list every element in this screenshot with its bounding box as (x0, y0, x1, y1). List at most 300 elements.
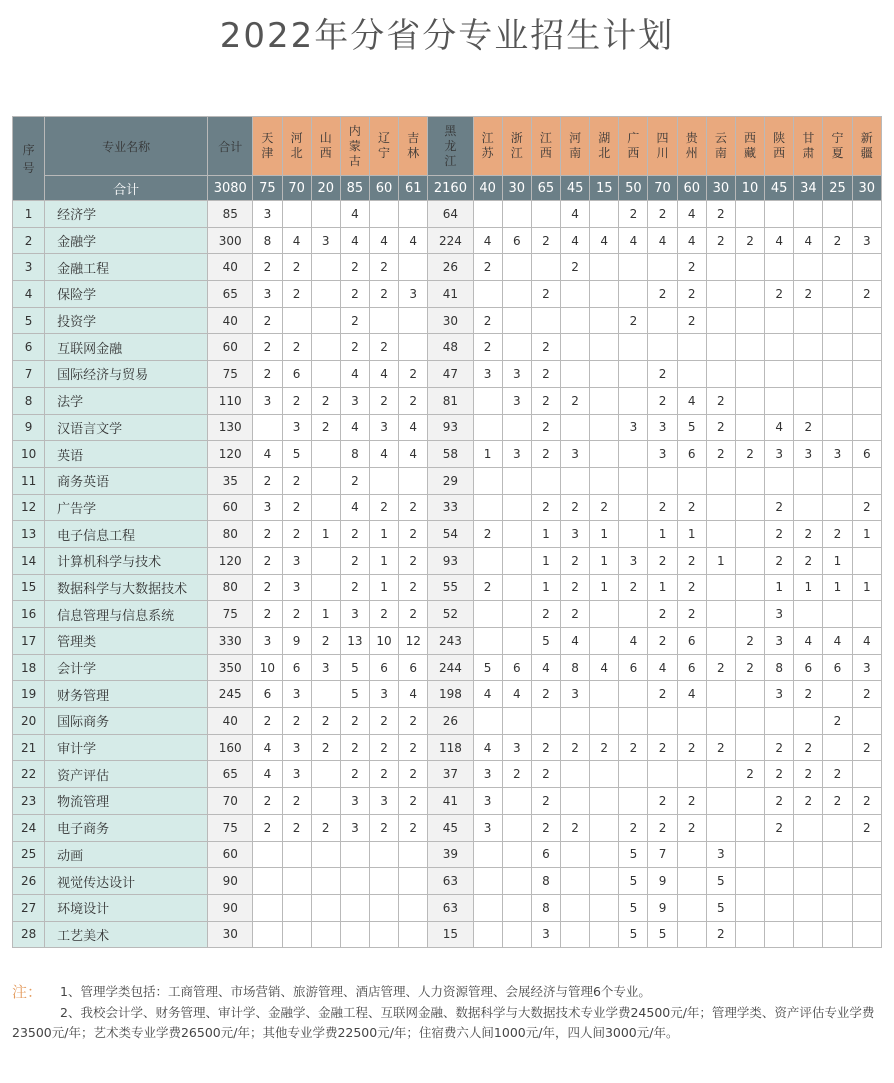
quota-cell (794, 307, 823, 334)
quota-cell (735, 467, 764, 494)
quota-cell (852, 761, 881, 788)
quota-cell (677, 921, 706, 948)
quota-cell (473, 601, 502, 628)
quota-cell: 2 (399, 547, 428, 574)
quota-cell: 2 (531, 734, 560, 761)
quota-cell: 5 (340, 681, 369, 708)
quota-cell: 2 (648, 387, 677, 414)
quota-cell: 2 (282, 467, 311, 494)
quota-cell (823, 361, 852, 388)
quota-cell: 2 (794, 547, 823, 574)
quota-cell: 2 (648, 681, 677, 708)
quota-cell (502, 547, 531, 574)
row-index: 10 (13, 441, 45, 468)
province-header: 贵 州 (677, 117, 706, 176)
quota-cell (619, 387, 648, 414)
quota-cell: 3 (648, 414, 677, 441)
quota-cell: 2 (677, 574, 706, 601)
quota-cell (311, 921, 340, 948)
quota-cell (399, 921, 428, 948)
quota-cell (852, 467, 881, 494)
quota-cell (823, 841, 852, 868)
table-row (13, 628, 882, 655)
quota-cell (311, 334, 340, 361)
quota-cell: 4 (473, 681, 502, 708)
quota-cell (735, 841, 764, 868)
quota-cell: 2 (648, 788, 677, 815)
quota-cell (706, 281, 735, 308)
row-index: 18 (13, 654, 45, 681)
quota-cell: 2 (311, 814, 340, 841)
quota-cell: 2 (619, 574, 648, 601)
quota-cell (677, 761, 706, 788)
quota-cell (590, 414, 619, 441)
note-2: 2、我校会计学、财务管理、审计学、金融学、金融工程、互联网金融、数据科学与大数据技术专业学费24500元/年；管理学类、资产评估专业学费23500元/年；艺术类专业学费26500元/年；其他专业学费22500元/年；住宿费六人间1000元/年，四人间3000元/年。 (12, 1005, 875, 1040)
quota-cell: 54 (428, 521, 473, 548)
quota-cell: 2 (561, 601, 590, 628)
quota-cell: 2 (735, 761, 764, 788)
row-total: 60 (208, 841, 253, 868)
quota-cell: 2 (619, 814, 648, 841)
quota-cell: 2 (619, 201, 648, 228)
quota-cell: 2 (561, 574, 590, 601)
quota-cell: 2 (735, 441, 764, 468)
quota-cell (852, 201, 881, 228)
table-row (13, 467, 882, 494)
quota-cell (561, 708, 590, 735)
quota-cell: 1 (369, 521, 398, 548)
quota-cell (561, 414, 590, 441)
quota-cell (561, 281, 590, 308)
quota-cell: 10 (253, 654, 282, 681)
quota-cell (706, 361, 735, 388)
quota-cell: 2 (531, 227, 560, 254)
table-row (13, 441, 882, 468)
quota-cell (619, 334, 648, 361)
quota-cell: 2 (561, 494, 590, 521)
quota-cell (648, 761, 677, 788)
quota-cell: 45 (428, 814, 473, 841)
quota-cell (765, 868, 794, 895)
major-name: 商务英语 (45, 467, 208, 494)
quota-cell: 5 (619, 921, 648, 948)
quota-cell: 2 (823, 521, 852, 548)
quota-cell (590, 894, 619, 921)
quota-cell: 3 (765, 601, 794, 628)
province-header: 湖 北 (590, 117, 619, 176)
quota-cell: 2 (282, 788, 311, 815)
quota-cell: 2 (765, 814, 794, 841)
row-index: 24 (13, 814, 45, 841)
row-index: 6 (13, 334, 45, 361)
quota-cell: 12 (399, 628, 428, 655)
quota-cell (706, 601, 735, 628)
quota-cell (706, 761, 735, 788)
quota-cell (677, 467, 706, 494)
province-sum: 10 (735, 176, 764, 201)
quota-cell (473, 414, 502, 441)
quota-cell (852, 387, 881, 414)
quota-cell (253, 921, 282, 948)
quota-cell (590, 441, 619, 468)
quota-cell: 2 (531, 414, 560, 441)
quota-cell: 2 (253, 708, 282, 735)
quota-cell (677, 361, 706, 388)
quota-cell: 3 (502, 734, 531, 761)
quota-cell: 4 (282, 227, 311, 254)
quota-cell (823, 601, 852, 628)
quota-cell: 2 (648, 814, 677, 841)
quota-cell: 1 (369, 574, 398, 601)
quota-cell: 2 (473, 254, 502, 281)
major-name: 投资学 (45, 307, 208, 334)
quota-cell: 2 (648, 601, 677, 628)
quota-cell (735, 601, 764, 628)
quota-cell: 2 (502, 761, 531, 788)
province-header: 内 蒙 古 (340, 117, 369, 176)
quota-cell (619, 467, 648, 494)
quota-cell (590, 761, 619, 788)
quota-cell (765, 361, 794, 388)
quota-cell: 2 (648, 628, 677, 655)
quota-cell (735, 814, 764, 841)
quota-cell: 4 (677, 201, 706, 228)
quota-cell: 3 (311, 654, 340, 681)
quota-cell: 2 (531, 601, 560, 628)
major-name: 审计学 (45, 734, 208, 761)
row-index: 3 (13, 254, 45, 281)
quota-cell: 3 (706, 841, 735, 868)
quota-cell (399, 307, 428, 334)
quota-cell: 6 (823, 654, 852, 681)
quota-cell (794, 387, 823, 414)
page-title: 2022年分省分专业招生计划 (219, 16, 675, 56)
quota-cell (735, 254, 764, 281)
quota-cell: 3 (794, 441, 823, 468)
province-header: 甘 肃 (794, 117, 823, 176)
quota-cell: 29 (428, 467, 473, 494)
major-name: 工艺美术 (45, 921, 208, 948)
quota-cell (369, 201, 398, 228)
quota-cell (561, 894, 590, 921)
sum-row (13, 176, 882, 201)
quota-cell (502, 868, 531, 895)
quota-cell: 3 (619, 414, 648, 441)
quota-cell (619, 788, 648, 815)
quota-cell: 4 (765, 227, 794, 254)
quota-cell: 2 (399, 387, 428, 414)
row-total: 40 (208, 254, 253, 281)
row-total: 30 (208, 921, 253, 948)
quota-cell (706, 334, 735, 361)
quota-cell (369, 921, 398, 948)
major-name: 法学 (45, 387, 208, 414)
quota-cell (852, 921, 881, 948)
quota-cell: 4 (340, 494, 369, 521)
quota-cell: 2 (311, 387, 340, 414)
quota-cell: 2 (399, 708, 428, 735)
quota-cell (794, 868, 823, 895)
quota-cell: 3 (282, 574, 311, 601)
quota-cell: 2 (399, 494, 428, 521)
row-index: 11 (13, 467, 45, 494)
quota-cell: 4 (677, 681, 706, 708)
quota-cell (648, 708, 677, 735)
major-name: 环境设计 (45, 894, 208, 921)
quota-cell: 2 (340, 761, 369, 788)
quota-cell: 4 (473, 734, 502, 761)
quota-cell: 2 (765, 281, 794, 308)
quota-cell (502, 201, 531, 228)
quota-cell: 26 (428, 708, 473, 735)
major-name: 互联网金融 (45, 334, 208, 361)
quota-cell: 2 (765, 734, 794, 761)
quota-cell (852, 601, 881, 628)
quota-cell: 2 (311, 414, 340, 441)
quota-cell: 1 (648, 521, 677, 548)
row-index: 17 (13, 628, 45, 655)
quota-cell (502, 788, 531, 815)
quota-cell: 2 (852, 681, 881, 708)
major-name: 电子信息工程 (45, 521, 208, 548)
province-header: 浙 江 (502, 117, 531, 176)
quota-cell: 48 (428, 334, 473, 361)
quota-cell: 3 (253, 387, 282, 414)
quota-cell: 2 (399, 521, 428, 548)
quota-cell: 8 (253, 227, 282, 254)
quota-cell (794, 361, 823, 388)
quota-cell: 4 (369, 361, 398, 388)
quota-cell (735, 708, 764, 735)
quota-cell: 5 (282, 441, 311, 468)
province-sum: 70 (282, 176, 311, 201)
quota-cell: 6 (794, 654, 823, 681)
quota-cell (590, 868, 619, 895)
province-sum: 85 (340, 176, 369, 201)
quota-cell: 3 (473, 761, 502, 788)
table-row (13, 921, 882, 948)
quota-cell: 6 (282, 654, 311, 681)
quota-cell (399, 254, 428, 281)
quota-cell: 2 (561, 734, 590, 761)
quota-cell (765, 841, 794, 868)
quota-cell (823, 921, 852, 948)
quota-cell (369, 307, 398, 334)
quota-cell: 4 (399, 414, 428, 441)
quota-cell: 3 (340, 814, 369, 841)
quota-cell: 4 (399, 441, 428, 468)
quota-cell: 3 (502, 387, 531, 414)
quota-cell (473, 921, 502, 948)
quota-cell (706, 467, 735, 494)
quota-cell: 3 (852, 227, 881, 254)
quota-cell (823, 467, 852, 494)
province-header: 广 西 (619, 117, 648, 176)
quota-cell: 1 (311, 521, 340, 548)
quota-cell: 4 (648, 227, 677, 254)
major-name: 管理类 (45, 628, 208, 655)
quota-cell: 4 (590, 227, 619, 254)
quota-cell: 4 (590, 654, 619, 681)
quota-cell (253, 414, 282, 441)
quota-cell (677, 708, 706, 735)
quota-cell (706, 521, 735, 548)
quota-cell: 2 (823, 788, 852, 815)
quota-cell (619, 708, 648, 735)
province-header: 江 苏 (473, 117, 502, 176)
quota-cell: 2 (590, 494, 619, 521)
province-sum: 45 (561, 176, 590, 201)
table-row (13, 601, 882, 628)
row-index: 12 (13, 494, 45, 521)
quota-cell: 3 (369, 414, 398, 441)
quota-cell: 2 (531, 788, 560, 815)
quota-cell: 3 (282, 547, 311, 574)
quota-cell (473, 708, 502, 735)
quota-cell (852, 361, 881, 388)
quota-cell (561, 467, 590, 494)
quota-cell: 2 (340, 708, 369, 735)
quota-cell (340, 841, 369, 868)
quota-cell (794, 921, 823, 948)
quota-cell (311, 681, 340, 708)
quota-cell: 5 (706, 894, 735, 921)
quota-cell: 2 (794, 281, 823, 308)
quota-cell: 15 (428, 921, 473, 948)
quota-cell: 8 (531, 868, 560, 895)
quota-cell: 2 (794, 414, 823, 441)
quota-cell: 4 (340, 227, 369, 254)
quota-cell (531, 708, 560, 735)
quota-cell (590, 628, 619, 655)
quota-cell: 2 (677, 734, 706, 761)
quota-cell (852, 708, 881, 735)
quota-cell: 4 (794, 227, 823, 254)
quota-cell: 1 (852, 521, 881, 548)
quota-cell: 2 (399, 361, 428, 388)
row-total: 160 (208, 734, 253, 761)
quota-cell: 2 (794, 734, 823, 761)
quota-cell: 93 (428, 414, 473, 441)
quota-cell (677, 334, 706, 361)
row-index: 23 (13, 788, 45, 815)
quota-cell (735, 281, 764, 308)
quota-cell (369, 841, 398, 868)
quota-cell: 3 (282, 414, 311, 441)
quota-cell (561, 361, 590, 388)
quota-cell: 2 (531, 387, 560, 414)
quota-cell: 1 (648, 574, 677, 601)
quota-cell: 6 (253, 681, 282, 708)
quota-cell: 2 (311, 628, 340, 655)
quota-cell (852, 414, 881, 441)
quota-cell (502, 841, 531, 868)
quota-cell: 4 (619, 227, 648, 254)
quota-cell (706, 494, 735, 521)
quota-cell (561, 788, 590, 815)
quota-cell: 2 (706, 227, 735, 254)
quota-cell (473, 201, 502, 228)
quota-cell (735, 494, 764, 521)
quota-cell (765, 307, 794, 334)
row-index: 25 (13, 841, 45, 868)
row-total: 85 (208, 201, 253, 228)
quota-cell: 2 (253, 601, 282, 628)
quota-cell (502, 574, 531, 601)
quota-cell (502, 494, 531, 521)
quota-cell: 3 (561, 521, 590, 548)
quota-cell: 6 (677, 628, 706, 655)
quota-cell: 4 (369, 227, 398, 254)
quota-cell: 30 (428, 307, 473, 334)
province-sum: 75 (253, 176, 282, 201)
quota-cell (590, 387, 619, 414)
quota-cell (706, 681, 735, 708)
quota-cell (765, 201, 794, 228)
major-name: 汉语言文学 (45, 414, 208, 441)
quota-cell (282, 894, 311, 921)
quota-cell: 2 (706, 654, 735, 681)
quota-cell (473, 547, 502, 574)
quota-cell: 3 (399, 281, 428, 308)
quota-cell (823, 201, 852, 228)
row-index: 16 (13, 601, 45, 628)
quota-cell (677, 841, 706, 868)
quota-cell (823, 868, 852, 895)
quota-cell: 3 (648, 441, 677, 468)
quota-cell (561, 921, 590, 948)
row-total: 65 (208, 281, 253, 308)
quota-cell (311, 441, 340, 468)
quota-cell (282, 868, 311, 895)
quota-cell (369, 467, 398, 494)
quota-cell: 3 (473, 814, 502, 841)
quota-cell: 3 (765, 681, 794, 708)
quota-cell (311, 894, 340, 921)
quota-cell: 3 (561, 681, 590, 708)
province-sum: 65 (531, 176, 560, 201)
quota-cell (502, 414, 531, 441)
province-header: 四 川 (648, 117, 677, 176)
quota-cell: 4 (253, 441, 282, 468)
quota-cell: 2 (282, 521, 311, 548)
quota-cell: 2 (677, 814, 706, 841)
quota-cell: 1 (590, 521, 619, 548)
enrollment-plan-table (12, 116, 882, 948)
row-index: 26 (13, 868, 45, 895)
quota-cell: 2 (677, 494, 706, 521)
major-name: 经济学 (45, 201, 208, 228)
quota-cell: 41 (428, 281, 473, 308)
quota-cell (473, 868, 502, 895)
quota-cell: 3 (502, 441, 531, 468)
quota-cell (502, 281, 531, 308)
quota-cell (502, 708, 531, 735)
quota-cell (340, 868, 369, 895)
row-index: 9 (13, 414, 45, 441)
row-total: 65 (208, 761, 253, 788)
quota-cell: 3 (473, 361, 502, 388)
quota-cell: 3 (340, 387, 369, 414)
quota-cell (253, 894, 282, 921)
quota-cell: 1 (531, 574, 560, 601)
quota-cell: 2 (531, 361, 560, 388)
quota-cell: 2 (531, 761, 560, 788)
table-row (13, 681, 882, 708)
quota-cell: 2 (340, 254, 369, 281)
quota-cell: 2 (369, 387, 398, 414)
quota-cell (735, 734, 764, 761)
